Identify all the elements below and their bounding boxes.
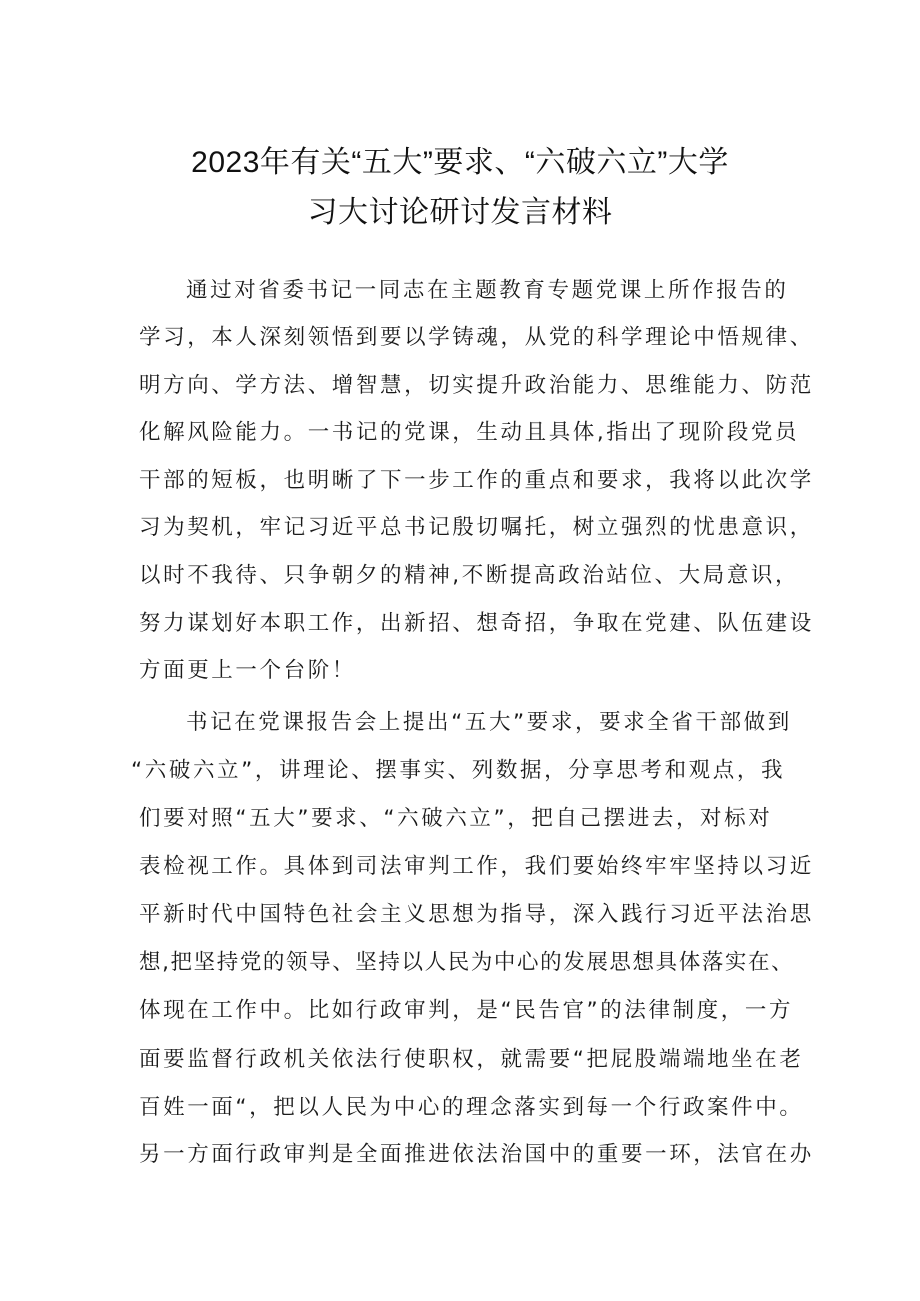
paragraph-line: 通过对省委书记一同志在主题教育专题党课上所作报告的 — [186, 278, 789, 303]
paragraph-line: 想,把坚持党的领导、坚持以人民为中心的发展思想具体落实在、 — [139, 950, 795, 975]
paragraph-line: 另一方面行政审判是全面推进依法治国中的重要一环，法官在办 — [139, 1142, 814, 1167]
paragraph-line: 书记在党课报告会上提出“五大”要求，要求全省干部做到 — [186, 710, 792, 735]
paragraph-line: 平新时代中国特色社会主义思想为指导，深入践行习近平法治思 — [139, 902, 814, 927]
paragraph-line: 方面更上一个台阶！ — [139, 658, 356, 683]
document-title-line-2: 习大讨论研讨发言材料 — [307, 196, 613, 229]
paragraph-line: 学习，本人深刻领悟到要以学铸魂，从党的科学理论中悟规律、 — [139, 325, 814, 350]
paragraph-line: 习为契机，牢记习近平总书记殷切嘱托，树立强烈的忧患意识， — [139, 515, 814, 540]
paragraph-line: 表检视工作。具体到司法审判工作，我们要始终牢牢坚持以习近 — [139, 854, 814, 879]
paragraph-line: 百姓一面“，把以人民为中心的理念落实到每一个行政案件中。 — [139, 1095, 804, 1120]
paragraph-line: 体现在工作中。比如行政审判，是“民告官”的法律制度，一方 — [139, 998, 794, 1023]
paragraph-line: 们要对照“五大”要求、“六破六立”，把自己摆进去，对标对 — [139, 806, 773, 831]
paragraph-line: “六破六立”，讲理论、摆事实、列数据，分享思考和观点，我 — [131, 758, 786, 783]
paragraph-line: 面要监督行政机关依法行使职权，就需要“把屁股端端地坐在老 — [139, 1047, 804, 1072]
paragraph-line: 干部的短板，也明晰了下一步工作的重点和要求，我将以此次学 — [139, 468, 814, 493]
document-title-line-1: 2023年有关“五大”要求、“六破六立”大学 — [191, 146, 729, 179]
paragraph-line: 努力谋划好本职工作，出新招、想奇招，争取在党建、队伍建设 — [139, 611, 814, 636]
paragraph-line: 以时不我待、只争朝夕的精神,不断提高政治站位、大局意识， — [139, 563, 800, 588]
paragraph-line: 化解风险能力。一书记的党课，生动且具体,指出了现阶段党员 — [139, 420, 800, 445]
paragraph-line: 明方向、学方法、增智慧，切实提升政治能力、思维能力、防范 — [139, 373, 814, 398]
